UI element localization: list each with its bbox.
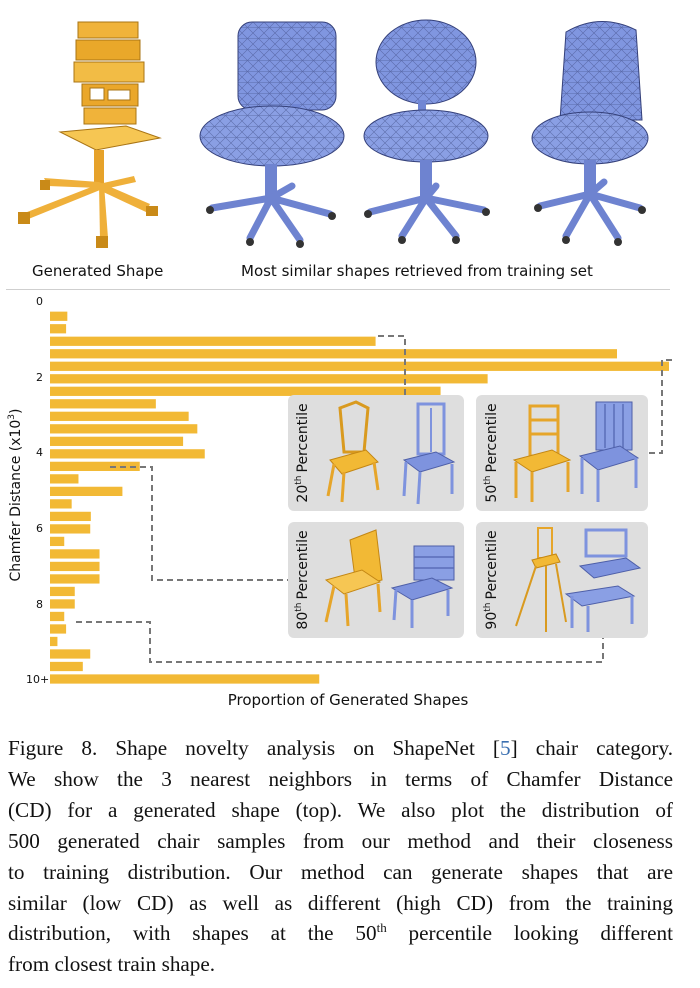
histogram-bar [50,562,100,571]
caption-line: 500 generated chair samples from our method and their closeness [8,828,673,853]
histogram-bar [50,362,669,371]
histogram-bar [50,487,122,496]
leader-line-50th [648,360,672,453]
retrieved-chair-image [200,22,344,248]
histogram-bar [50,612,64,621]
caption-line: from closest train shape. [8,952,216,977]
figure-caption [8,733,673,980]
leader-line-80th [110,467,288,580]
histogram-bar [50,662,83,671]
histogram-bar [50,349,617,358]
histogram-bar [50,449,205,458]
histogram-bar [50,599,75,608]
generated-shape-label: Generated Shape [32,262,164,280]
histogram-bar [50,324,66,333]
histogram-bar [50,537,64,546]
histogram-bar [50,374,488,383]
caption-line: Figure 8. Shape novelty analysis on ShapeNet [5] chair category. [8,736,673,760]
histogram-bar [50,399,156,408]
histogram-bar [50,674,319,683]
histogram-bar [50,524,90,533]
histogram-bar [50,412,189,421]
histogram-bar [50,512,91,521]
caption-line: similar (low CD) as well as different (high CD) from the training [8,890,673,915]
retrieved-chair-image [532,21,648,246]
percentile-label-80: 80thPercentile [294,530,311,630]
y-tick-label: 0 [36,295,43,308]
y-tick-label: 10+ [26,673,50,686]
histogram-bar [50,474,78,483]
y-tick-label: 6 [36,522,43,535]
histogram-bar [50,437,183,446]
y-tick-label: 4 [36,446,43,459]
histogram-bar [50,312,67,321]
y-tick-label: 2 [36,371,43,384]
histogram-bar [50,499,72,508]
y-tick-label: 8 [36,598,43,611]
histogram-bar [50,337,376,346]
caption-line: (CD) for a generated shape (top). We also plot the distribution of [8,797,673,822]
histogram-bar [50,637,57,646]
histogram-bar [50,462,140,471]
histogram-bar [50,587,75,596]
histogram-bar [50,574,100,583]
novelty-chart [0,290,700,720]
retrieved-shapes-label: Most similar shapes retrieved from training set [241,262,593,280]
y-axis-label: Chamfer Distance $(x10^3)$ [7,408,24,582]
caption-line: distribution, with shapes at the 50th percentile looking different [8,920,673,946]
caption-line: We show the 3 nearest neighbors in terms of Chamfer Distance [8,766,673,791]
generated-chair-image [18,22,160,248]
histogram-bar [50,549,100,558]
histogram-bar [50,424,197,433]
caption-line: to training distribution. Our method can generate shapes that are [8,859,673,884]
x-axis-label: Proportion of Generated Shapes [227,691,469,709]
histogram-bar [50,624,66,633]
percentile-label-50: 50thPercentile [483,403,500,503]
percentile-label-90: 90thPercentile [483,530,500,630]
percentile-label-20: 20thPercentile [294,403,311,503]
histogram-bar [50,387,441,396]
top-chairs-figure [0,0,700,290]
percentile-panel-90 [476,522,648,638]
retrieved-chair-image [364,20,490,244]
citation-link[interactable]: 5 [499,736,511,760]
histogram-bar [50,649,90,658]
